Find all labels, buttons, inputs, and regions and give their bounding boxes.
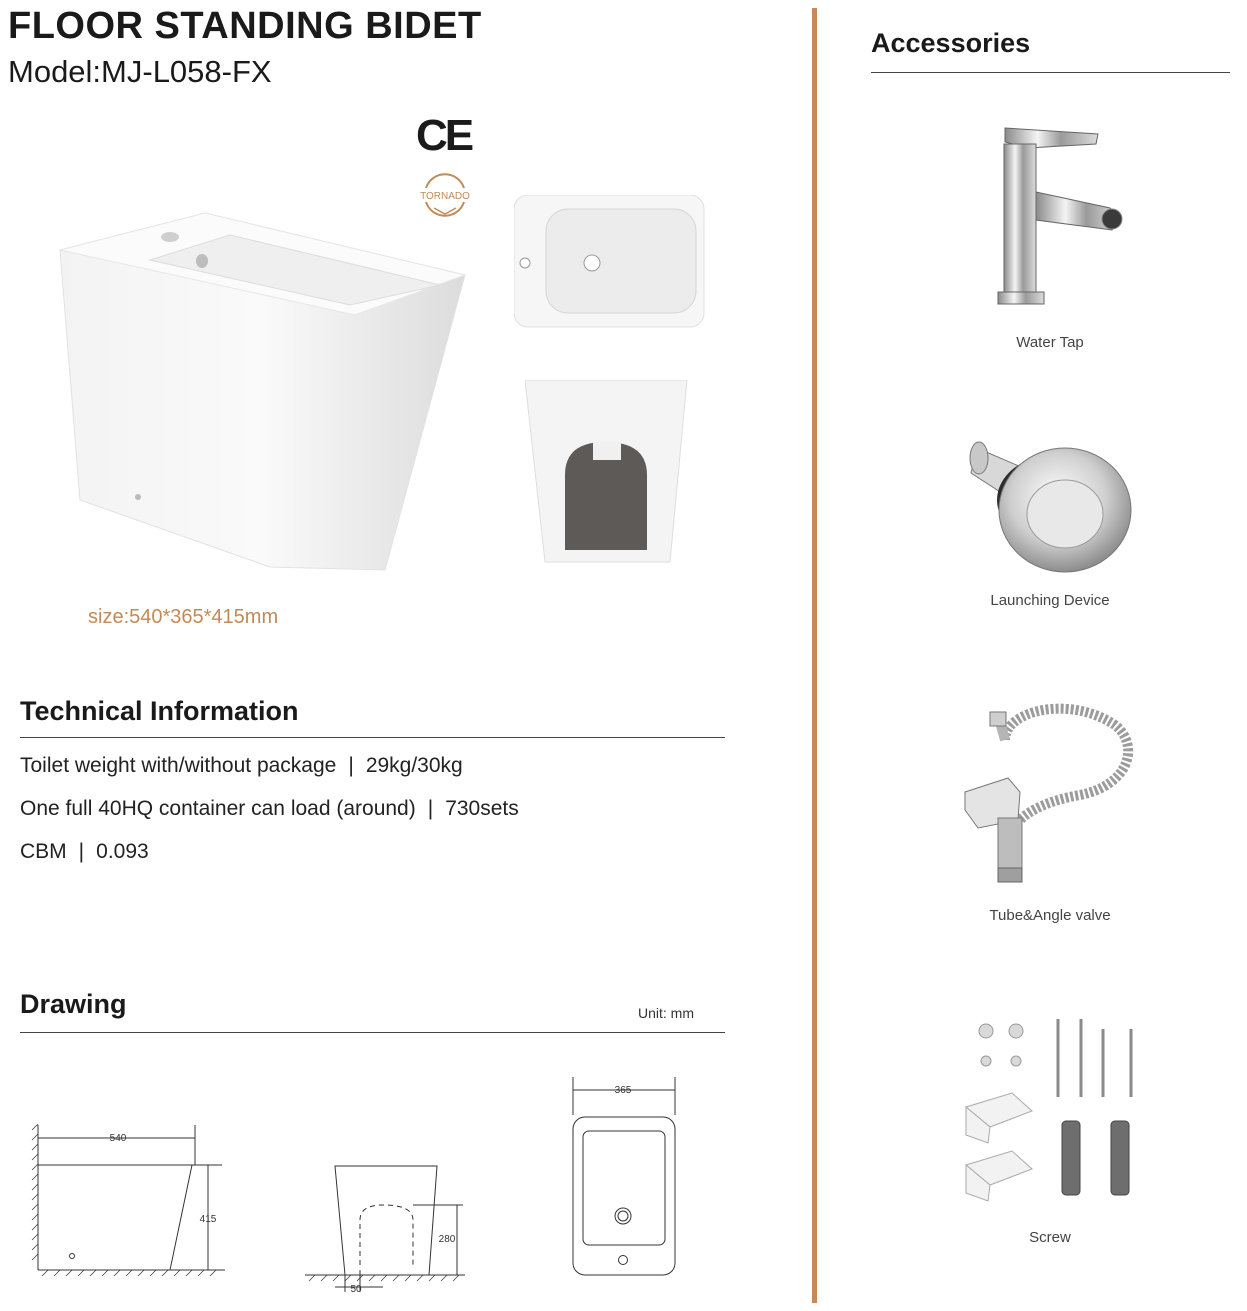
bidet-back-view-image bbox=[525, 380, 690, 565]
tech-row-weight bbox=[20, 754, 463, 778]
column-divider bbox=[812, 8, 817, 1303]
accessories-heading: Accessories bbox=[871, 28, 1031, 58]
dim-front-height: 280 bbox=[438, 1234, 456, 1245]
product-size: size:540*365*415mm bbox=[88, 606, 279, 628]
tech-separator: | bbox=[78, 840, 85, 863]
top-view-drawing bbox=[565, 1075, 685, 1285]
accessory-label-screw: Screw bbox=[1029, 1229, 1071, 1246]
tech-row-cbm bbox=[20, 840, 149, 864]
dim-side-height: 415 bbox=[199, 1214, 217, 1225]
tornado-logo-text: TORNADO bbox=[420, 191, 470, 202]
accessory-label-tube-angle-valve: Tube&Angle valve bbox=[989, 907, 1111, 924]
ce-mark: CE bbox=[416, 111, 472, 160]
tech-label: One full 40HQ container can load (around) bbox=[20, 797, 416, 820]
bidet-main-image bbox=[55, 205, 475, 575]
tech-value: 730sets bbox=[445, 797, 519, 820]
drawing-heading: Drawing bbox=[20, 989, 127, 1019]
tech-label: Toilet weight with/without package bbox=[20, 754, 337, 777]
product-model: Model:MJ-L058-FX bbox=[8, 54, 272, 89]
product-title: FLOOR STANDING BIDET bbox=[8, 5, 482, 47]
tech-value: 0.093 bbox=[96, 840, 149, 863]
drawing-unit: Unit: mm bbox=[638, 1005, 694, 1021]
tech-row-container bbox=[20, 797, 519, 821]
water-tap-icon bbox=[980, 120, 1130, 310]
hose-angle-valve-icon bbox=[960, 700, 1140, 890]
tech-separator: | bbox=[348, 754, 354, 777]
technical-heading: Technical Information bbox=[20, 696, 299, 726]
bidet-top-view-image bbox=[514, 195, 719, 330]
technical-rule bbox=[20, 737, 725, 738]
dim-side-length: 540 bbox=[109, 1133, 127, 1144]
dim-front-offset: 50 bbox=[350, 1284, 362, 1295]
dim-top-width: 365 bbox=[614, 1085, 632, 1096]
accessories-rule bbox=[871, 72, 1230, 73]
tech-label: CBM bbox=[20, 840, 67, 863]
tech-separator: | bbox=[427, 797, 434, 820]
screw-set-icon bbox=[960, 1015, 1145, 1205]
side-view-drawing bbox=[30, 1120, 230, 1285]
tech-value: 29kg/30kg bbox=[365, 754, 463, 777]
pop-up-drain-icon bbox=[965, 428, 1140, 578]
accessory-label-launching-device: Launching Device bbox=[990, 592, 1110, 609]
drawing-rule bbox=[20, 1032, 725, 1033]
front-view-drawing bbox=[305, 1160, 470, 1295]
accessory-label-water-tap: Water Tap bbox=[1016, 334, 1084, 351]
